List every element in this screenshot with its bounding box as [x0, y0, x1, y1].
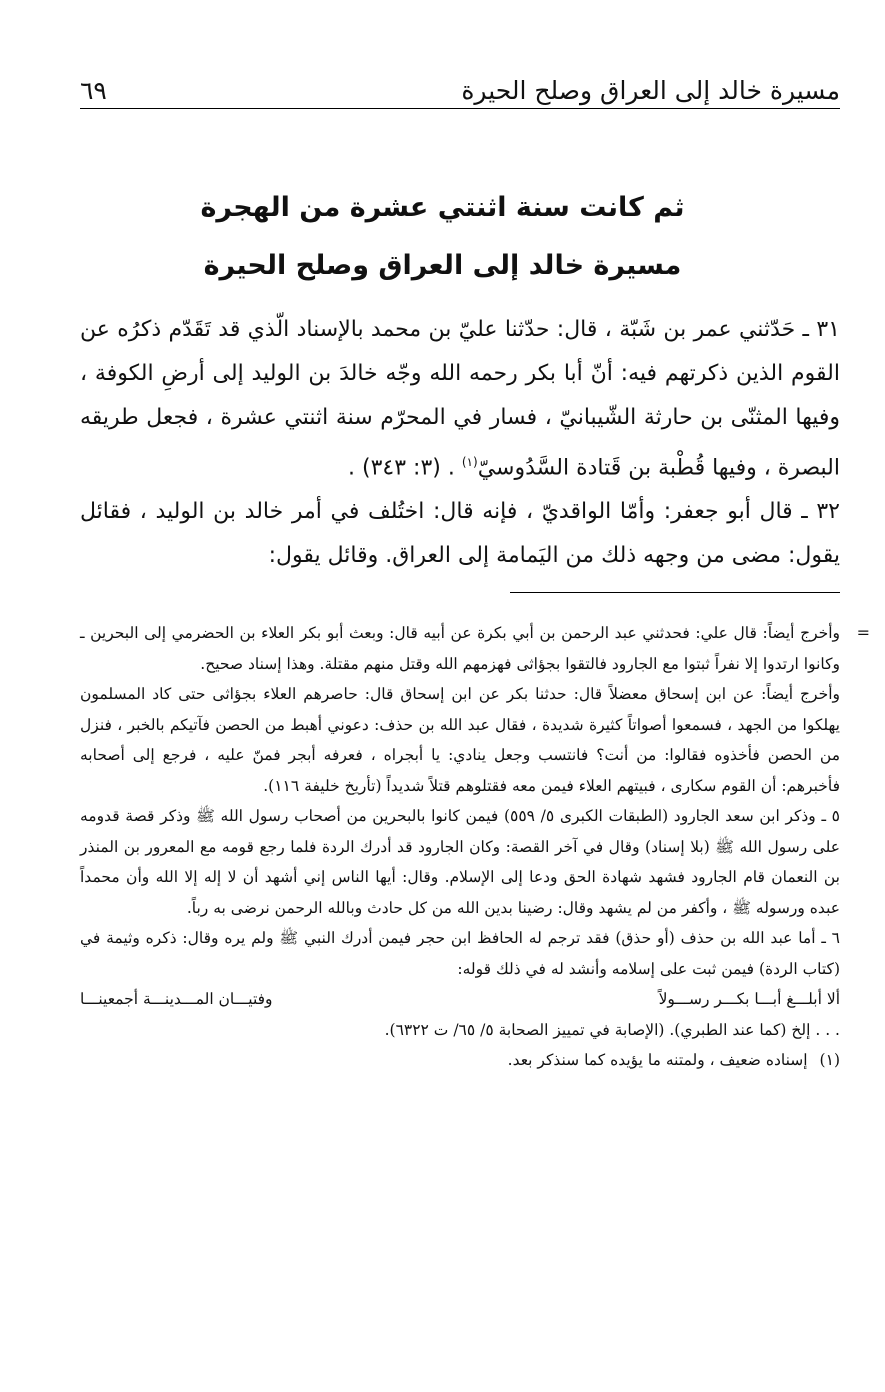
footnote-1-number: (١) [819, 1051, 840, 1069]
section-heading-title: مسيرة خالد إلى العراق وصلح الحيرة [203, 250, 682, 281]
footnote-5: ٥ ـ وذكر ابن سعد الجارود (الطبقات الكبرى ٥/ ٥٥٩) فيمن كانوا بالبحرين من أصحاب رسول الله ﷺ وذكر قصة قدومه على رسول الله ﷺ (بلا إسناد) وقال في آخر القصة: وكان الجارود قد أدرك الردة فلما رجع قومه مع المعرور بن المنذر بن النعمان قام الجارود فشهد شهادة الحق ودعا إلى الإسلام. وقال: أيها الناس إني أشهد أن لا إله إلا الله وأن محمداً عبده ورسوله ﷺ ، وأكفر من لم يشهد وقال: رضينا بدين الله من كل حادث وبالله الرحمن نرضى به رباً. [80, 807, 840, 917]
continuation-mark: = [856, 623, 870, 642]
footnotes [80, 618, 870, 1076]
paragraph-31-citation: . (٣: ٣٤٣) . [348, 455, 462, 481]
header-rule [80, 108, 840, 109]
footnote-continued-1: وأخرج أيضاً: قال علي: فحدثني عبد الرحمن بن أبي بكرة عن أبيه قال: وبعث أبو بكر العلاء بن الحضرمي إلى البحرين ـ وكانوا ارتدوا إلا نفراً ثبتوا مع الجارود فالتقوا بجؤاثى فهزمهم الله وقتل منهم مقتلة. وهذا إسناد صحيح. [80, 624, 840, 673]
footnote-6-citation: . . . إلخ (كما عند الطبري). (الإصابة في تمييز الصحابة ٥/ ٦٥/ ت ٦٣٢٢). [384, 1020, 840, 1039]
footnote-1 [80, 1045, 840, 1076]
footnote-continued-2: وأخرج أيضاً: عن ابن إسحاق معضلاً قال: حدثنا بكر عن ابن إسحاق قال: حاصرهم العلاء بجؤاثى حتى كاد المسلمون يهلكوا من الجهد ، فسمعوا أصواتاً كثيرة شديدة ، فقال عبد الله بن حذف: دعوني أهبط من الحصن فآتيكم بالخبر ، فنزل من الحصن فأخذوه فقالوا: من أنت؟ فانتسب وجعل ينادي: يا أبجراه ، فعرفه أبجر فمنّ عليه ، فرجع إلى أصحابه فأخبرهم: أن القوم سكارى ، فبيتهم العلاء فيمن معه فقتلوهم قتلاً شديداً (تأريخ خليفة ١١٦). [80, 685, 840, 795]
poem-verse [80, 984, 840, 1015]
footnote-6: ٦ ـ أما عبد الله بن حذف (أو حذق) فقد ترجم له الحافظ ابن حجر فيمن أدرك النبي ﷺ ولم يره وقال: ذكره وثيمة في (كتاب الردة) فيمن ثبت على إسلامه وأنشد له في ذلك قوله: [80, 929, 840, 978]
section-heading-year: ثم كانت سنة اثنتي عشرة من الهجرة [200, 192, 685, 223]
page-number: ٦٩ [80, 76, 107, 105]
footnote-1-text: إسناده ضعيف ، ولمتنه ما يؤيده كما سنذكر بعد. [507, 1051, 808, 1069]
paragraph-31-text: ٣١ ـ حَدّثني عمر بن شَبّة ، قال: حدّثنا عليّ بن محمد بالإسناد الّذي قد تَقَدّم ذكرُه عن القوم الذين ذكرتهم فيه: أنّ أبا بكر رحمه الله وجّه خالدَ بن الوليد إلى أرضِ الكوفة ، وفيها المثنّى بن حارثة الشّيبانيّ ، فسار في المحرّم سنة اثنتي عشرة ، فجعل طريقه البصرة ، وفيها قُطْبة بن قَتادة السَّدُوسيّ [80, 317, 840, 481]
paragraph-32: ٣٢ ـ قال أبو جعفر: وأمّا الواقديّ ، فإنه قال: اختُلف في أمر خالد بن الوليد ، فقائل يقول: مضى من وجهه ذلك من اليَمامة إلى العراق. وقائل يقول: [80, 499, 840, 568]
footnote-ref-1[interactable]: (١) [461, 455, 478, 469]
verse-second-hemistich: وفتيـــان المـــدينـــة أجمعينـــا [80, 990, 273, 1008]
footnote-separator [510, 592, 840, 593]
paragraph-31 [80, 308, 840, 490]
verse-first-hemistich: ألا أبلـــغ أبـــا بكـــر رســـولاً [658, 990, 840, 1008]
running-title: مسيرة خالد إلى العراق وصلح الحيرة [461, 76, 840, 105]
running-header [80, 66, 840, 106]
